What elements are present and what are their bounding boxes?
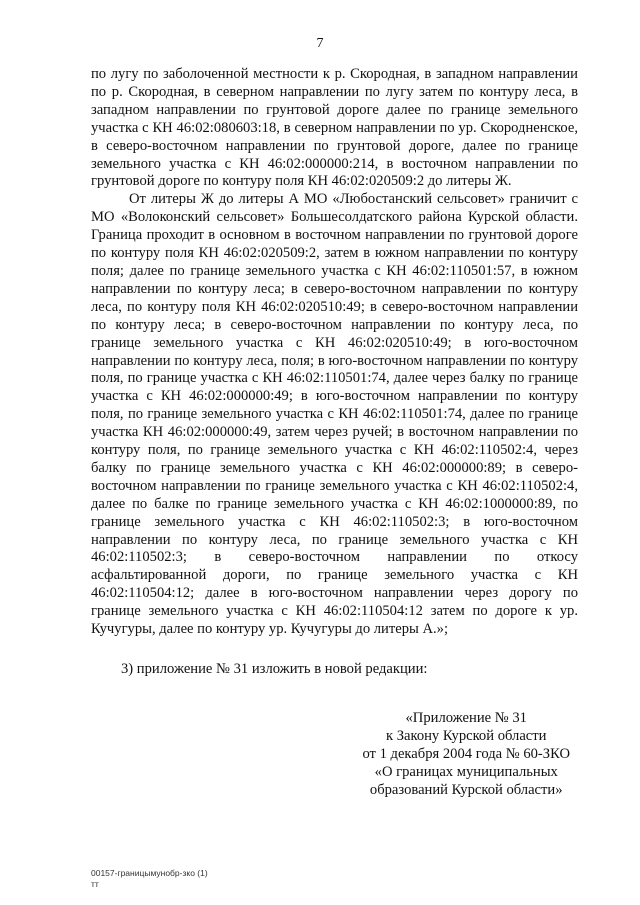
- appendix-line-1: «Приложение № 31: [405, 710, 527, 726]
- footer: [91, 868, 208, 890]
- list-item-3: 3) приложение № 31 изложить в новой редакции:: [121, 661, 428, 677]
- paragraph-continued: по лугу по заболоченной местности к р. Скородная, в западном направлении по р. Скородная, в северном направлении по лугу затем по контуру леса, в западном направлении по грунтовой дороге далее по границе земельного участка с КН 46:02:080603:18, в северном направлении по ур. Скородненское, в северо-восточном направлении по грунтовой дороге, далее по границе земельного участка с КН 46:02:000000:214, в восточном направлении по грунтовой дороге по контуру поля КН 46:02:020509:2 до литеры Ж.: [91, 66, 578, 190]
- appendix-heading: [362, 709, 570, 799]
- appendix-line-3: от 1 декабря 2004 года № 60-ЗКО: [362, 746, 570, 762]
- appendix-line-5: образований Курской области»: [369, 782, 563, 798]
- footer-initials: тт: [91, 879, 99, 889]
- appendix-line-2: к Закону Курской области: [385, 728, 547, 744]
- paragraph-boundary-description: От литеры Ж до литеры А МО «Любостанский сельсовет» граничит с МО «Волоконский сельсовет» Большесолдатского района Курской области. Граница проходит в основном в восточном направлении по грунтовой дороге по контуру поля КН 46:02:020509:2, затем в южном направлении по контуру поля; далее по границе земельного участка с КН 46:02:110501:57, в южном направлении по контуру леса; в северо-восточном направлении по контуру леса, по контуру поля КН 46:02:020510:49; в северо-восточном направлении по контуру леса; в северо-восточном направлении по контуру леса, по границе земельного участка с КН 46:02:020510:49; в юго-восточном направлении по контуру леса, поля; в юго-восточном направлении по контуру поля, по границе участка с КН 46:02:110501:74, далее через балку по границе участка с КН 46:02:000000:49; в юго-восточном направлении по контуру поля, по границе земельного участка с КН 46:02:110501:74, далее по границе участка КН 46:02:000000:49, затем через ручей; в восточном направлении по контуру поля, по границе земельного участка с КН 46:02:110502:4, через балку по границе земельного участка с КН 46:02:000000:89; в северо-восточном направлении по границе земельного участка с КН 46:02:110502:4, далее по балке по границе земельного участка с КН 46:02:1000000:89, по границе земельного участка с КН 46:02:110502:3; в юго-восточном направлении по контуру леса, по границе земельного участка с КН 46:02:110502:3; в северо-восточном направлении по откосу асфальтированной дороги, по границе земельного участка с КН 46:02:110504:12; далее в юго-восточном направлении через дорогу по границе земельного участка с КН 46:02:110504:12 затем по дороге к ур. Кучугуры, далее по контуру ур. Кучугуры до литеры А.»;: [91, 191, 578, 638]
- footer-file-name: 00157-границымунобр-зко (1): [91, 868, 208, 878]
- page-number: 7: [316, 36, 324, 51]
- appendix-line-4: «О границах муниципальных: [374, 764, 558, 780]
- document-body: [91, 66, 578, 679]
